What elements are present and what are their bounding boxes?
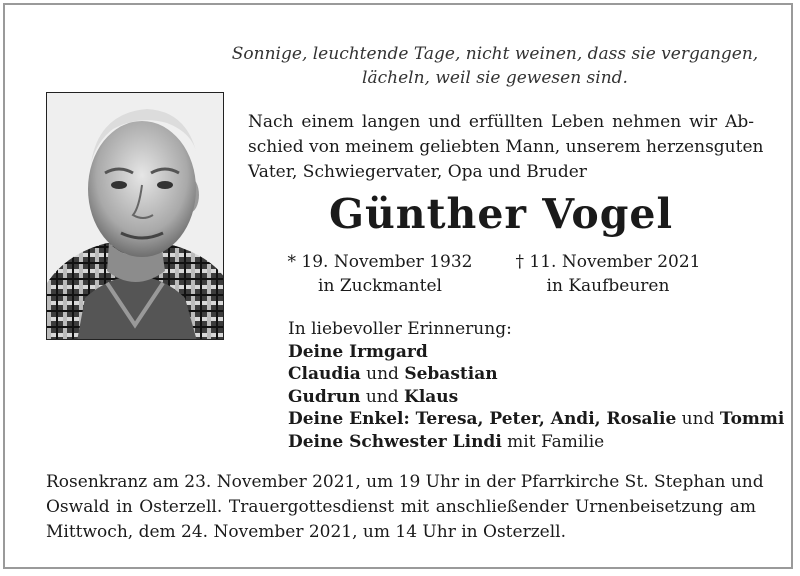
birth-info [280,250,480,298]
quote-line-1: Sonnige, leuchtende Tage, nicht weinen, dass sie vergangen, [231,44,759,64]
conjunction: und [676,409,720,429]
service-line-3: Mittwoch, dem 24. November 2021, um 14 Uhr in Osterzell. [46,522,566,542]
intro-line-1: Nach einem langen und erfüllten Leben nehmen wir Ab- [248,112,754,132]
mourner-name: Sebastian [404,364,498,384]
mourner-name: Deine Schwester Lindi [288,431,502,452]
intro-text [248,110,764,185]
portrait-photo [46,92,224,340]
mourners-heading: In liebevoller Erinnerung: [288,319,512,339]
service-line-1: Rosenkranz am 23. November 2021, um 19 Uhr in der Pfarrkirche St. Stephan und [46,472,764,492]
death-place: in Kaufbeuren [546,276,670,296]
mourner-name: Deine Enkel: Teresa, Peter, Andi, Rosalie [288,409,677,429]
mourner-name: Gudrun [288,386,361,407]
memorial-quote [230,42,760,90]
conjunction: und [360,364,405,384]
deceased-name: Günther Vogel [328,190,674,238]
mourner-wife: Deine Irmgard [288,341,428,362]
conjunction: und [360,386,405,407]
mourner-row [288,408,785,431]
mourner-row [288,431,768,454]
intro-line-2: schied von meinem geliebten Mann, unserem herzensguten [248,137,764,157]
death-date: † 11. November 2021 [515,252,701,272]
mourner-name: Claudia [288,364,361,384]
mourner-row [288,363,768,386]
mourner-name: Klaus [404,386,459,407]
mourner-suffix: mit Familie [501,431,605,452]
mourner-name: Tommi [719,409,785,429]
death-info [508,250,708,298]
quote-line-2: lächeln, weil sie gewesen sind. [362,68,628,88]
portrait-image [47,93,224,340]
service-details [46,470,764,545]
mourner-row [288,386,768,409]
birth-place: in Zuckmantel [318,276,442,296]
mourners-list [288,318,785,453]
service-line-2: Oswald in Osterzell. Trauergottesdienst mit anschließender Urnenbeisetzung am [46,497,756,517]
birth-date: * 19. November 1932 [287,252,473,272]
intro-line-3: Vater, Schwiegervater, Opa und Bruder [248,162,587,182]
